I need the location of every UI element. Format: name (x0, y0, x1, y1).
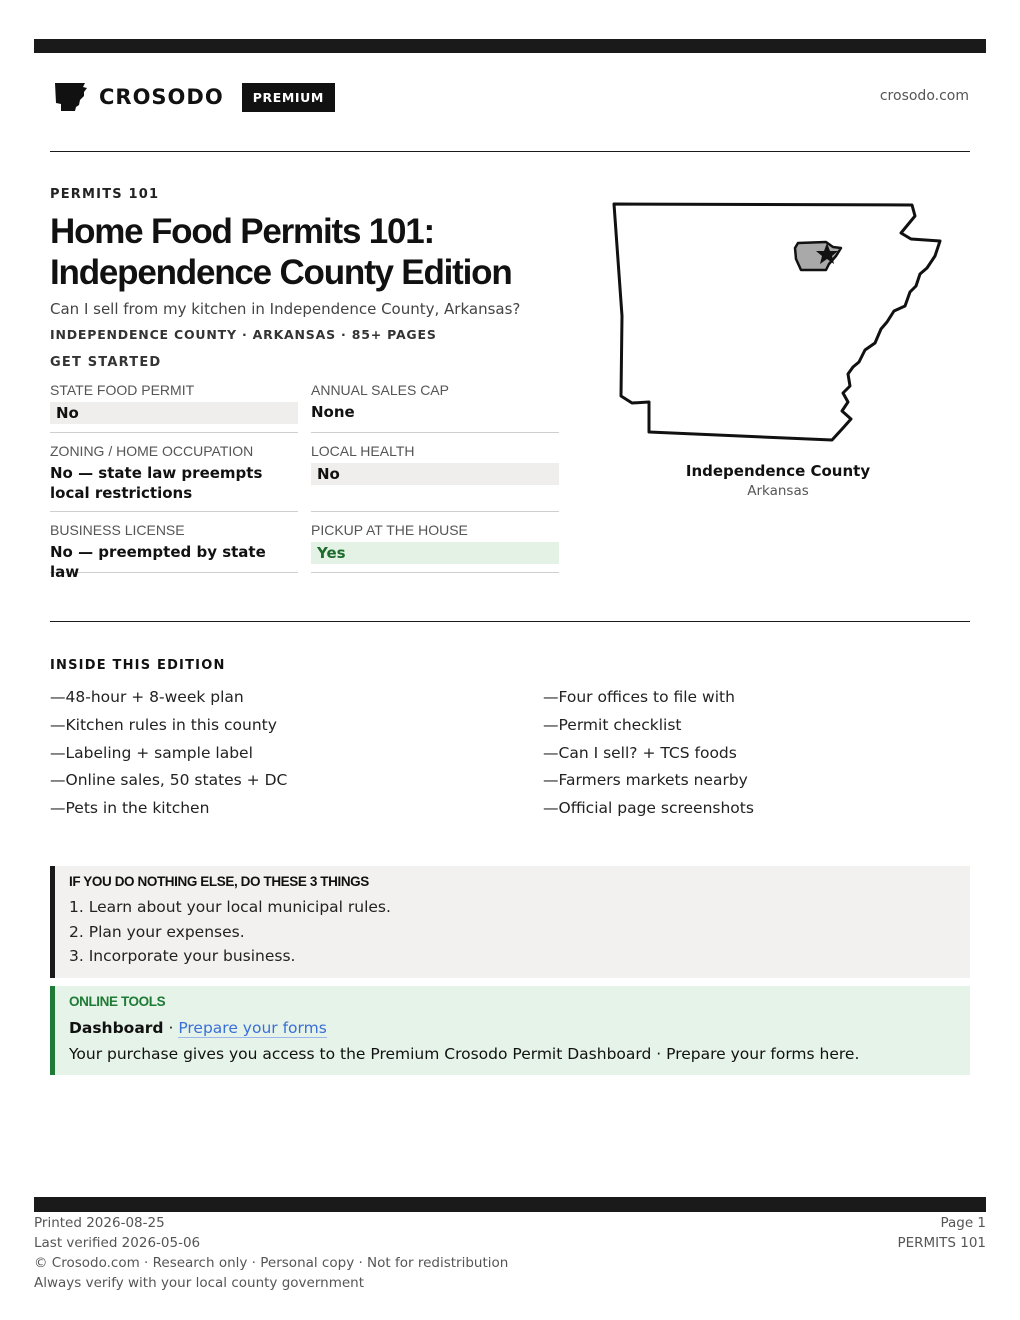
online-tools-callout (50, 986, 970, 1075)
arkansas-state-outline (614, 204, 940, 440)
edition-meta: INDEPENDENCE COUNTY · ARKANSAS · 85+ PAGES (50, 327, 437, 342)
callout-heading: IF YOU DO NOTHING ELSE, DO THESE 3 THINGS (69, 874, 369, 889)
fact-value: Yes (311, 542, 559, 564)
premium-badge: PREMIUM (242, 83, 335, 112)
fact-value: No — state law preempts local restrictions (50, 464, 263, 502)
footer-rule-bar (34, 1197, 986, 1212)
verify-advice: Always verify with your local county government (34, 1275, 364, 1291)
list-item: 1. Learn about your local municipal rules. (69, 898, 391, 916)
verified-date: Last verified 2026-05-06 (34, 1235, 201, 1251)
fact-label: ANNUAL SALES CAP (311, 382, 449, 398)
brand-lockup[interactable] (54, 82, 335, 112)
fact-zoning-home-occupation (50, 443, 298, 512)
dashboard-line (69, 1015, 956, 1041)
online-tools-heading: ONLINE TOOLS (69, 994, 166, 1009)
footer-left (34, 1213, 508, 1293)
get-started-heading: GET STARTED (50, 355, 162, 370)
map-county-label: Independence County (685, 462, 871, 480)
fact-state-food-permit (50, 382, 298, 433)
list-item: —Can I sell? + TCS foods (543, 743, 737, 762)
list-item: 3. Incorporate your business. (69, 947, 296, 965)
tools-description: Your purchase gives you access to the Premium Crosodo Permit Dashboard · Prepare your forms here. (69, 1045, 860, 1063)
inside-list-right (543, 684, 754, 823)
list-item: —Labeling + sample label (50, 743, 253, 762)
title-line-1: Home Food Permits 101: (50, 212, 434, 251)
inside-list-left (50, 684, 287, 823)
header-divider (50, 151, 970, 152)
fact-label: BUSINESS LICENSE (50, 522, 185, 538)
brand-name: CROSODO (99, 85, 224, 109)
footer-section: PERMITS 101 (897, 1235, 986, 1251)
fact-annual-sales-cap (311, 382, 559, 433)
section-divider (50, 621, 970, 622)
three-things-callout (50, 866, 970, 978)
list-item: —Kitchen rules in this county (50, 715, 277, 734)
separator: · (163, 1019, 179, 1037)
prepare-forms-link[interactable]: Prepare your forms (178, 1019, 327, 1037)
list-item: —Permit checklist (543, 715, 682, 734)
list-item: —Farmers markets nearby (543, 771, 748, 790)
map-state-label: Arkansas (747, 483, 809, 499)
fact-business-license (50, 522, 298, 581)
page-number: Page 1 (940, 1215, 986, 1231)
list-item: —Four offices to file with (543, 688, 735, 706)
arkansas-state-silhouette-icon (54, 82, 88, 112)
inside-edition-heading: INSIDE THIS EDITION (50, 658, 226, 673)
fact-value: No (311, 463, 559, 485)
arkansas-map (605, 196, 950, 448)
title-line-2: Independence County Edition (50, 253, 512, 292)
list-item: 2. Plan your expenses. (69, 922, 245, 941)
page-title (50, 211, 610, 293)
fact-label: ZONING / HOME OCCUPATION (50, 443, 254, 459)
dashboard-label: Dashboard (69, 1019, 164, 1037)
site-url[interactable]: crosodo.com (879, 88, 969, 104)
list-item: —Pets in the kitchen (50, 799, 210, 818)
fact-value: No — preempted by state law (50, 543, 266, 581)
fact-label: LOCAL HEALTH (311, 443, 415, 459)
footer-right (897, 1213, 986, 1253)
top-rule-bar (34, 39, 986, 53)
fact-value: No (50, 402, 298, 424)
list-item: —Official page screenshots (543, 799, 754, 818)
fact-label: STATE FOOD PERMIT (50, 382, 195, 398)
section-kicker: PERMITS 101 (50, 187, 160, 202)
printed-date: Printed 2026-08-25 (34, 1215, 165, 1231)
fact-pickup-at-house (311, 522, 559, 573)
page-subtitle: Can I sell from my kitchen in Independence County, Arkansas? (50, 300, 521, 318)
fact-value: None (311, 403, 355, 421)
copyright-line: © Crosodo.com · Research only · Personal copy · Not for redistribution (34, 1255, 509, 1271)
list-item: —48-hour + 8-week plan (50, 688, 244, 706)
fact-label: PICKUP AT THE HOUSE (311, 522, 468, 538)
callout-list (69, 895, 956, 969)
fact-local-health (311, 443, 559, 512)
list-item: —Online sales, 50 states + DC (50, 771, 288, 790)
